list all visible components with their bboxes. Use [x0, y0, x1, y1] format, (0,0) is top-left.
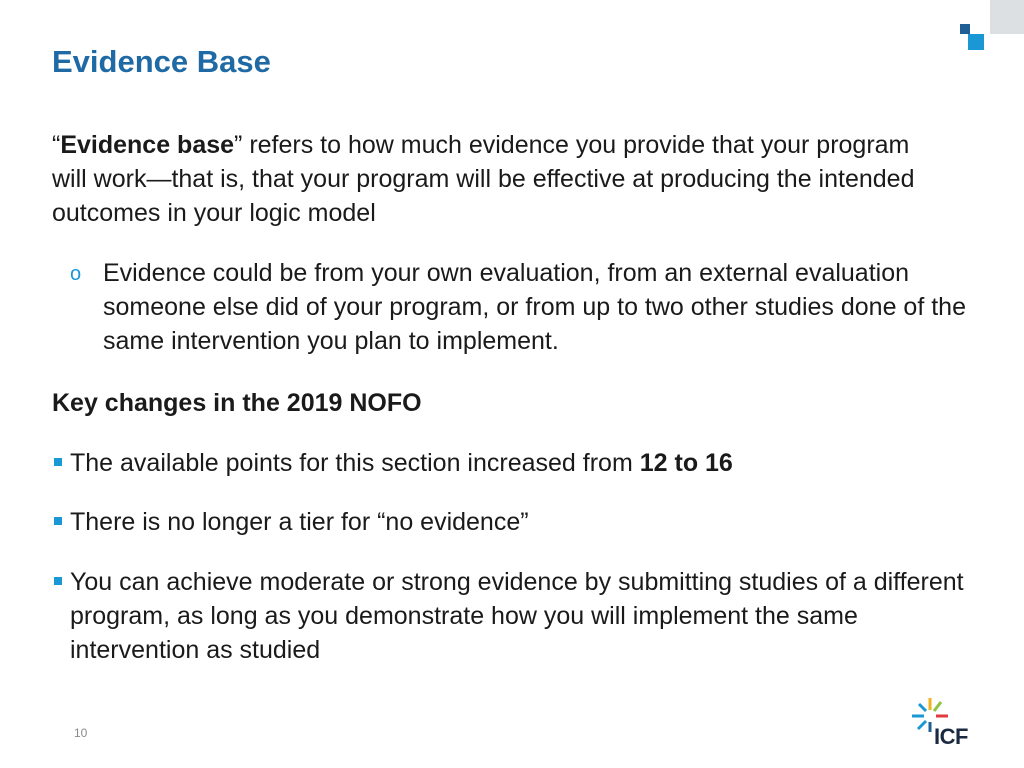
intro-rest: ” refers to how much evidence you provide that your program will work—that is, that your program will be effective at producing the intended outcomes in your logic model: [52, 131, 915, 227]
bullet-text: [70, 446, 733, 480]
bullet-item: [52, 565, 972, 667]
corner-square-blue: [968, 34, 984, 50]
intro-paragraph: [52, 128, 932, 230]
square-bullet-icon: [52, 446, 70, 480]
bullet-item: [52, 446, 972, 480]
bullet-text-bold: 12 to 16: [639, 449, 733, 477]
open-quote: “: [52, 131, 61, 159]
key-changes-heading: Key changes in the 2019 NOFO: [52, 389, 422, 417]
bullet-text: There is no longer a tier for “no evidence”: [70, 508, 529, 536]
circle-bullet-icon: o: [70, 263, 82, 285]
sub-bullet-item: [70, 256, 970, 358]
slide-title: Evidence Base: [52, 44, 271, 79]
bullet-text: You can achieve moderate or strong evidence by submitting studies of a different program, as long as you demonstrate how you will implement the same intervention as studied: [70, 568, 964, 664]
bullet-item: [52, 505, 972, 539]
bullet-text-plain: The available points for this section increased from: [70, 449, 640, 477]
intro-term: Evidence base: [60, 131, 235, 159]
logo-wordmark: ICF: [934, 724, 968, 749]
corner-square-dark-blue: [960, 24, 970, 34]
square-bullet-icon: [52, 505, 70, 539]
square-bullet-icon: [52, 565, 70, 667]
icf-logo: [908, 696, 980, 752]
corner-decoration: [954, 0, 1024, 60]
sub-bullet-text: Evidence could be from your own evaluation, from an external evaluation someone else did of your program, or from up to two other studies done of the same intervention you plan to implement.: [103, 259, 966, 355]
corner-square-gray: [990, 0, 1024, 34]
page-number: 10: [74, 726, 88, 740]
